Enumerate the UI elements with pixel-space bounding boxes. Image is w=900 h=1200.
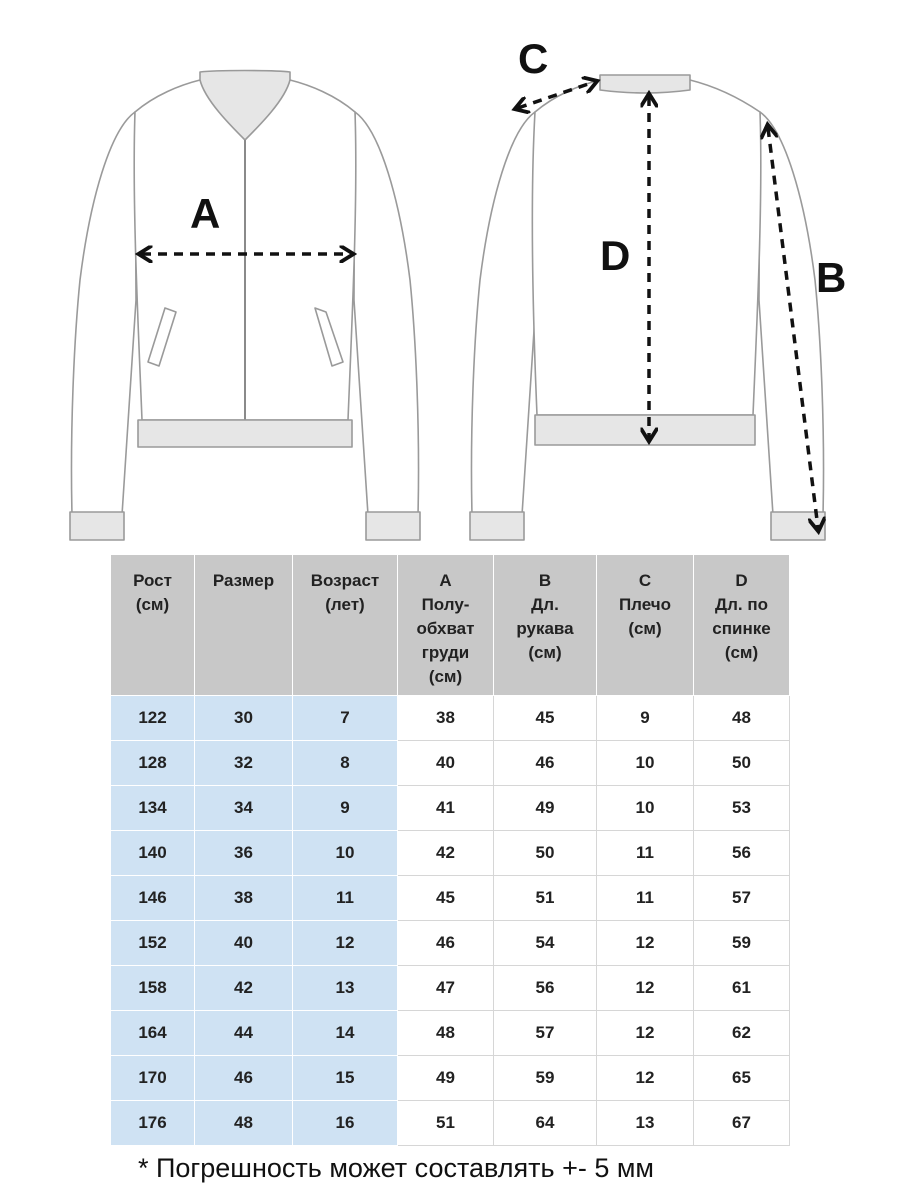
- header-height: Рост (см): [111, 555, 195, 696]
- table-cell: 146: [111, 876, 195, 921]
- table-cell: 51: [398, 1101, 494, 1146]
- table-cell: 47: [398, 966, 494, 1011]
- table-cell: 59: [494, 1056, 597, 1101]
- header-size: Размер: [195, 555, 293, 696]
- table-cell: 13: [293, 966, 398, 1011]
- table-cell: 140: [111, 831, 195, 876]
- table-cell: 12: [597, 966, 694, 1011]
- table-row: [111, 876, 790, 921]
- table-cell: 12: [597, 921, 694, 966]
- table-cell: 48: [694, 696, 790, 741]
- table-cell: 8: [293, 741, 398, 786]
- label-c: C: [518, 35, 549, 82]
- table-cell: 48: [398, 1011, 494, 1056]
- table-cell: 11: [597, 831, 694, 876]
- table-cell: 61: [694, 966, 790, 1011]
- table-cell: 38: [195, 876, 293, 921]
- table-cell: 38: [398, 696, 494, 741]
- table-cell: 46: [398, 921, 494, 966]
- table-cell: 9: [597, 696, 694, 741]
- table-row: [111, 1011, 790, 1056]
- table-cell: 15: [293, 1056, 398, 1101]
- table-cell: 49: [398, 1056, 494, 1101]
- table-cell: 11: [597, 876, 694, 921]
- label-d: D: [600, 232, 631, 279]
- table-cell: 50: [694, 741, 790, 786]
- table-cell: 10: [293, 831, 398, 876]
- table-cell: 128: [111, 741, 195, 786]
- table-cell: 46: [195, 1056, 293, 1101]
- table-cell: 57: [494, 1011, 597, 1056]
- table-body: [111, 696, 790, 1146]
- table-row: [111, 741, 790, 786]
- table-cell: 134: [111, 786, 195, 831]
- table-cell: 36: [195, 831, 293, 876]
- table-cell: 62: [694, 1011, 790, 1056]
- jacket-front-view: [70, 71, 420, 541]
- table-cell: 48: [195, 1101, 293, 1146]
- table-cell: 53: [694, 786, 790, 831]
- table-cell: 40: [195, 921, 293, 966]
- table-row: [111, 831, 790, 876]
- table-cell: 41: [398, 786, 494, 831]
- table-cell: 10: [597, 741, 694, 786]
- table-cell: 122: [111, 696, 195, 741]
- table-cell: 44: [195, 1011, 293, 1056]
- table-row: [111, 921, 790, 966]
- table-cell: 34: [195, 786, 293, 831]
- table-cell: 64: [494, 1101, 597, 1146]
- table-cell: 12: [293, 921, 398, 966]
- table-cell: 51: [494, 876, 597, 921]
- table-cell: 164: [111, 1011, 195, 1056]
- header-d-back: D Дл. по спинке (см): [694, 555, 790, 696]
- table-cell: 12: [597, 1056, 694, 1101]
- table-cell: 152: [111, 921, 195, 966]
- table-cell: 176: [111, 1101, 195, 1146]
- table-row: [111, 1056, 790, 1101]
- table-cell: 54: [494, 921, 597, 966]
- jacket-measurement-diagram: [0, 0, 900, 550]
- footnote: * Погрешность может составлять +- 5 мм: [138, 1153, 654, 1183]
- table-row: [111, 1101, 790, 1146]
- table-cell: 57: [694, 876, 790, 921]
- table-cell: 59: [694, 921, 790, 966]
- table-cell: 42: [195, 966, 293, 1011]
- table-cell: 30: [195, 696, 293, 741]
- size-chart-table: [110, 554, 790, 1146]
- table-row: [111, 786, 790, 831]
- label-b: B: [816, 254, 847, 301]
- table-cell: 45: [494, 696, 597, 741]
- table-cell: 49: [494, 786, 597, 831]
- table-row: [111, 966, 790, 1011]
- header-age: Возраст (лет): [293, 555, 398, 696]
- table-cell: 13: [597, 1101, 694, 1146]
- table-cell: 42: [398, 831, 494, 876]
- table-cell: 11: [293, 876, 398, 921]
- table-cell: 9: [293, 786, 398, 831]
- table-row: [111, 696, 790, 741]
- table-cell: 10: [597, 786, 694, 831]
- table-cell: 158: [111, 966, 195, 1011]
- table-cell: 7: [293, 696, 398, 741]
- table-cell: 56: [494, 966, 597, 1011]
- table-cell: 12: [597, 1011, 694, 1056]
- header-c-shoulder: C Плечо (см): [597, 555, 694, 696]
- table-cell: 56: [694, 831, 790, 876]
- table-cell: 14: [293, 1011, 398, 1056]
- table-cell: 45: [398, 876, 494, 921]
- table-cell: 67: [694, 1101, 790, 1146]
- table-cell: 32: [195, 741, 293, 786]
- header-a-chest: A Полу- обхват груди (см): [398, 555, 494, 696]
- table-cell: 65: [694, 1056, 790, 1101]
- table-cell: 50: [494, 831, 597, 876]
- table-cell: 16: [293, 1101, 398, 1146]
- table-header-row: [111, 555, 790, 696]
- label-a: A: [190, 190, 221, 237]
- header-b-sleeve: B Дл. рукава (см): [494, 555, 597, 696]
- table-cell: 170: [111, 1056, 195, 1101]
- table-cell: 40: [398, 741, 494, 786]
- table-cell: 46: [494, 741, 597, 786]
